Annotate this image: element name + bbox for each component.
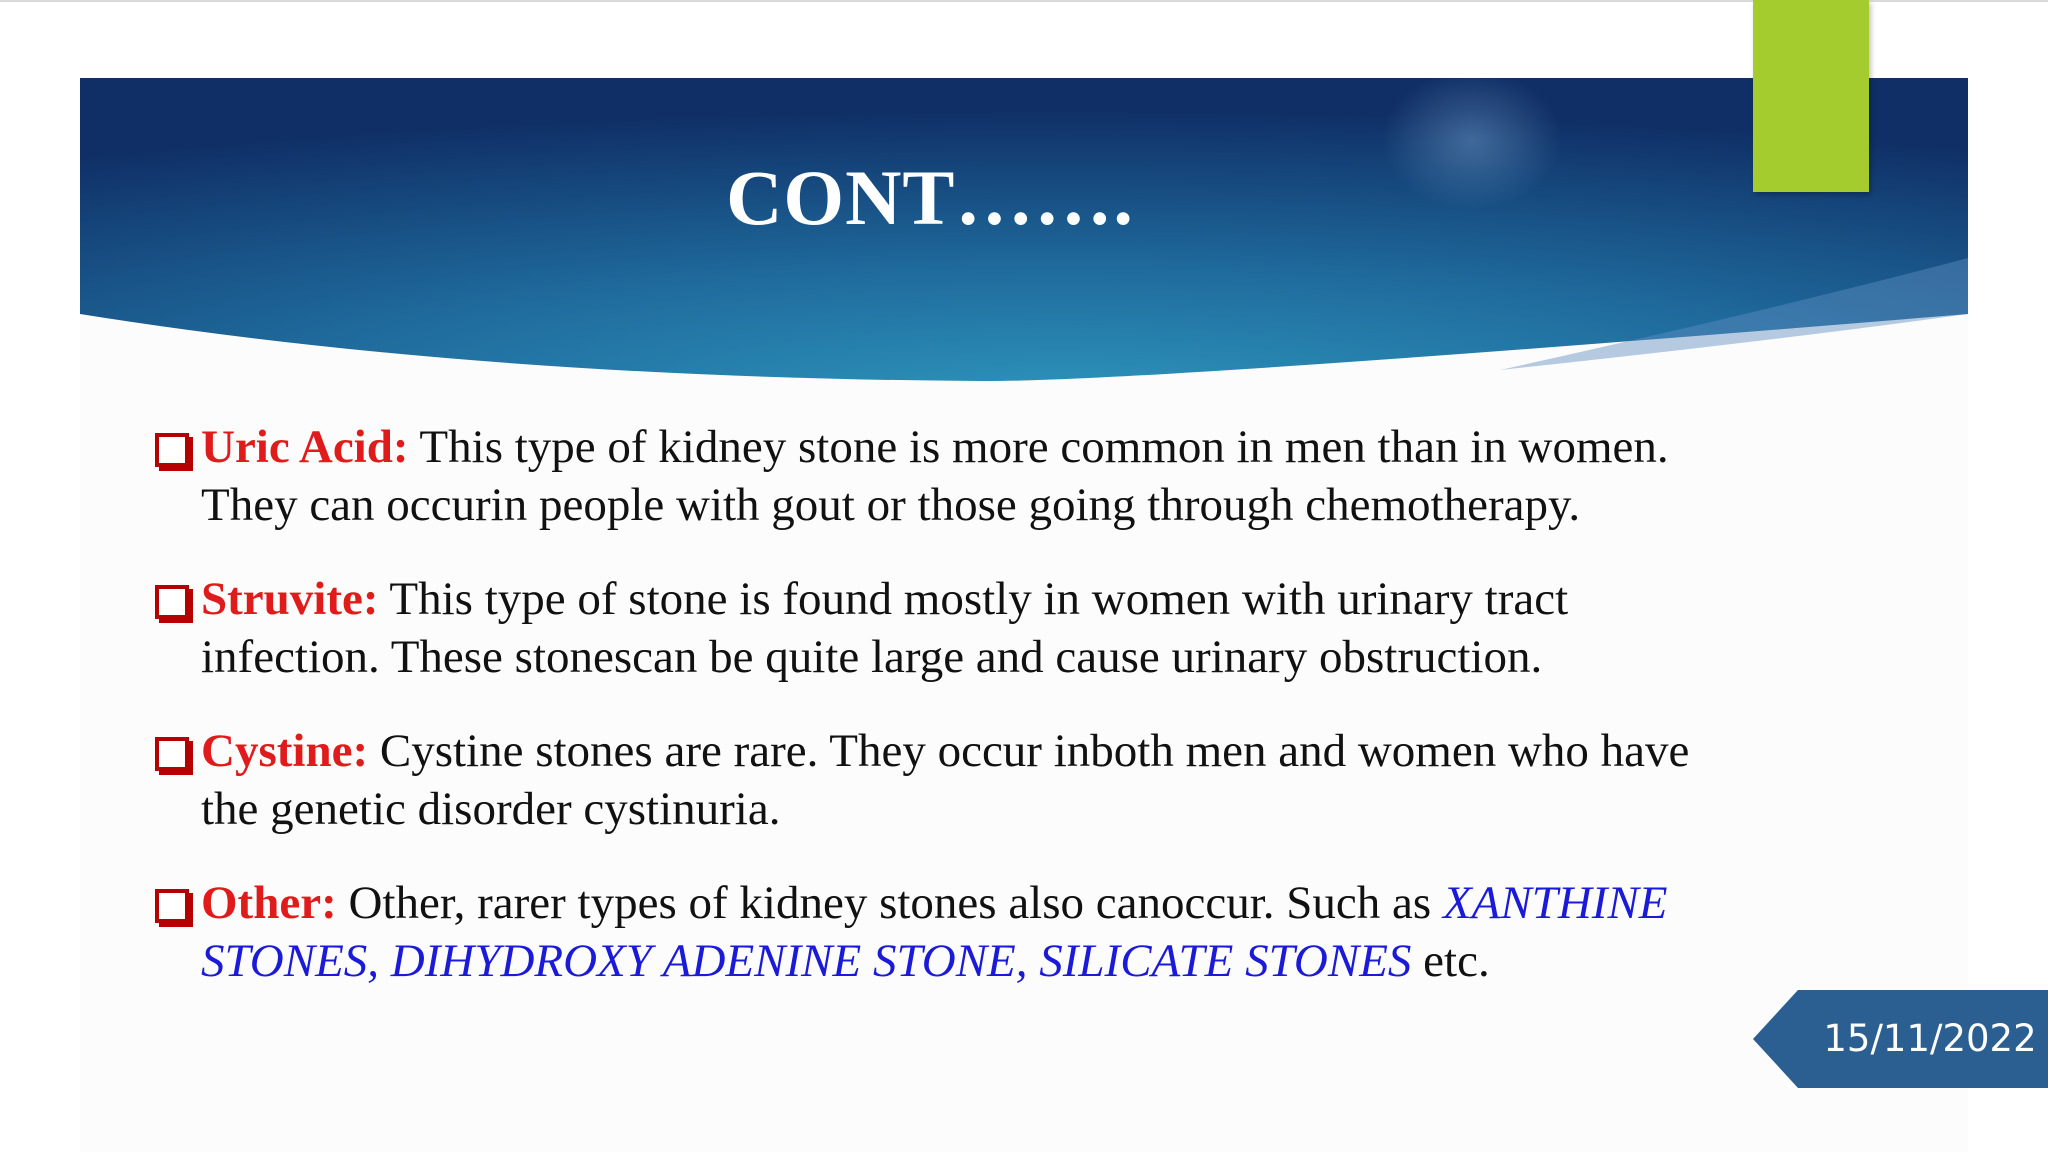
list-item-struvite bbox=[155, 570, 1715, 686]
item-text: Cystine stones are rare. They occur inboth men and women who have the genetic disorder cystinuria. bbox=[201, 725, 1690, 835]
slide-title: CONT……. bbox=[726, 154, 1134, 241]
checkbox-bullet-icon bbox=[155, 737, 189, 771]
top-border bbox=[0, 0, 2048, 2]
content-list bbox=[155, 418, 1715, 1026]
item-term: Other: bbox=[201, 877, 337, 929]
list-item-other bbox=[155, 874, 1715, 990]
item-term: Uric Acid: bbox=[201, 421, 409, 473]
item-tail: etc. bbox=[1411, 935, 1490, 987]
item-text: This type of stone is found mostly in women with urinary tract infection. These stonescan be quite large and cause urinary obstruction. bbox=[201, 573, 1569, 683]
checkbox-bullet-icon bbox=[155, 585, 189, 619]
item-text: Other, rarer types of kidney stones also canoccur. Such as bbox=[336, 877, 1443, 929]
list-item-uric-acid bbox=[155, 418, 1715, 534]
item-term: Struvite: bbox=[201, 573, 379, 625]
item-term: Cystine: bbox=[201, 725, 369, 777]
list-item-cystine bbox=[155, 722, 1715, 838]
item-text: This type of kidney stone is more common in men than in women. They can occurin people with gout or those going through chemotherapy. bbox=[201, 421, 1669, 531]
checkbox-bullet-icon bbox=[155, 433, 189, 467]
checkbox-bullet-icon bbox=[155, 889, 189, 923]
stone-types-highlight: XANTHINE STONES, DIHYDROXY ADENINE STONE, SILICATE STONES bbox=[201, 877, 1668, 987]
slide-date: 15/11/2022 bbox=[1823, 1017, 2037, 1060]
accent-tab bbox=[1753, 0, 1869, 192]
